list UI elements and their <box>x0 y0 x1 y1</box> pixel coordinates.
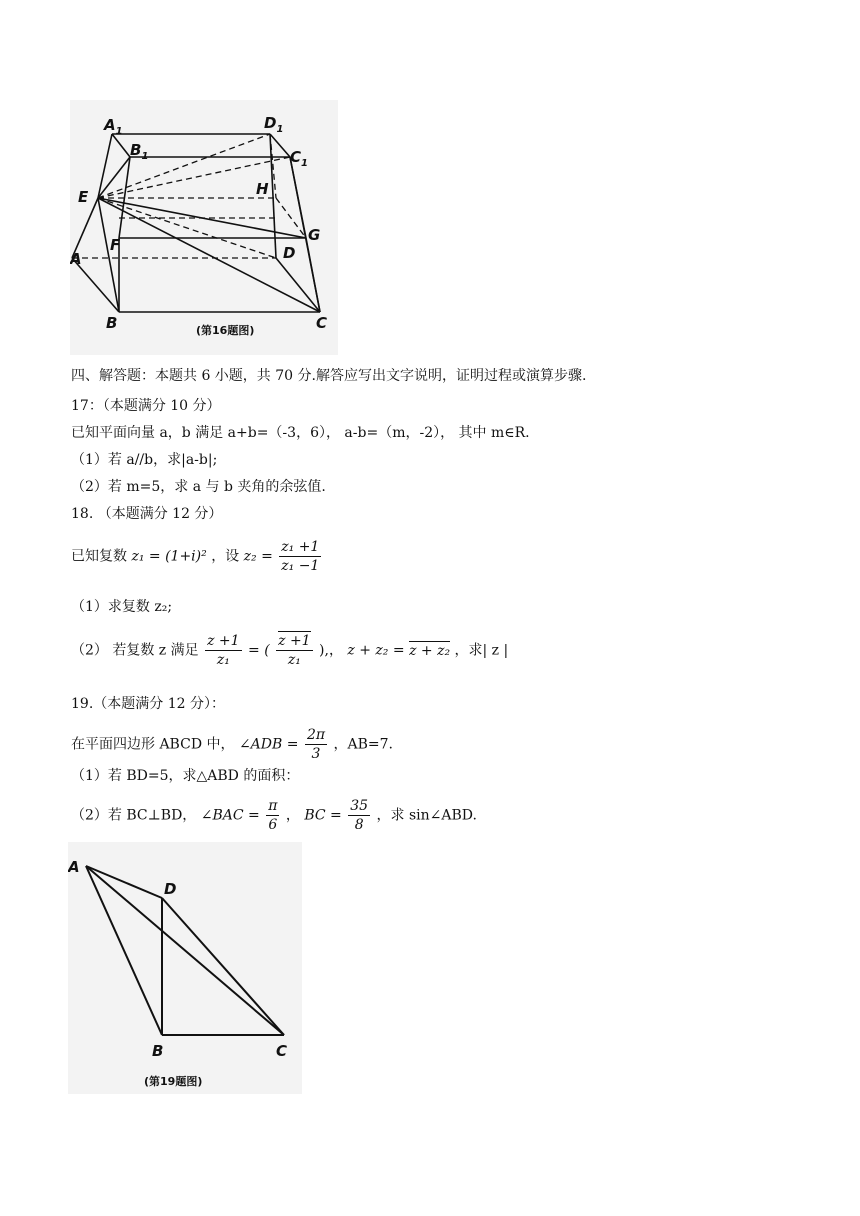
q19-bc-fraction: $\frac{35}{8}$ <box>350 798 369 833</box>
fig19-caption: (第19题图) <box>144 1075 203 1088</box>
q19-stem: 在平面四边形 ABCD 中， ∠ADB = $\frac{2\pi}{3}$ ，AB=7. <box>71 727 394 762</box>
q18-title: 18. （本题满分 12 分） <box>71 506 223 522</box>
figure-16-drawing <box>70 100 338 355</box>
q18-part2: （2） 若复数 z 满足 $\frac{z +1}{\text{z₁}}$ = ( $\frac{z +1}{\text{z₁}}$ ),， z + z₂ = z + z₂ ，求| z | <box>71 633 509 668</box>
fig16-label-E: E <box>78 188 89 206</box>
fig16-label-F: F <box>110 236 121 254</box>
fig16-label-C: C <box>316 314 328 332</box>
q18-p2-conjugate-fraction: $\frac{z +1}{\text{z₁}}$ <box>278 633 311 668</box>
fig16-label-A: A <box>70 250 82 268</box>
q19-part1: （1）若 BD=5，求△ABD 的面积： <box>71 768 300 784</box>
fig16-label-H: H <box>256 180 269 198</box>
fig16-label-A1: A <box>104 116 116 134</box>
svg-text:D1: $D_1$ <box>264 114 284 135</box>
fig19-label-A: A <box>68 858 80 876</box>
q17-stem: 已知平面向量 a，b 满足 a+b=（-3，6）， a-b=（m，-2）， 其中 m∈R. <box>71 425 530 441</box>
q18-part1: （1）求复数 z₂; <box>71 599 173 615</box>
fig19-label-C: C <box>276 1042 288 1060</box>
svg-text:C1: $C_1$ <box>290 148 308 169</box>
q18-stem: 已知复数 z₁ = (1+i)² ，设 z₂ = $\frac{\text{z₁ +1}}{\text{z₁ −1}}$ <box>71 539 320 574</box>
svg-text:B1: $B_1$ <box>130 141 149 162</box>
q19-part2: （2）若 BC⊥BD， ∠BAC = $\frac{\pi}{6}$ ， BC = $\frac{35}{8}$ ，求 sin∠ABD. <box>71 798 477 833</box>
fig19-label-B: B <box>152 1042 164 1060</box>
q19-title: 19.（本题满分 12 分）： <box>71 696 225 712</box>
fig16-label-D1: D <box>264 114 277 132</box>
q17-part1: （1）若 a//b，求|a-b|; <box>71 452 218 468</box>
section-header: 四、解答题：本题共 6 小题，共 70 分.解答应写出文字说明，证明过程或演算步骤. <box>71 368 587 384</box>
fig16-label-D: D <box>283 244 296 262</box>
fig16-label-B: B <box>106 314 118 332</box>
q18-z2-fraction: $\frac{\text{z₁ +1}}{\text{z₁ −1}}$ <box>281 539 320 574</box>
fig16-label-C1: C <box>290 148 302 166</box>
q18-z1-definition: z₁ = (1+i)² <box>131 548 207 565</box>
figure-19-drawing <box>68 842 302 1094</box>
q19-angle-fraction: $\frac{2\pi}{3}$ <box>306 727 326 762</box>
fig19-label-D: D <box>164 880 177 898</box>
svg-text:A1: $A_1$ <box>104 116 123 137</box>
figure-16 <box>70 100 338 355</box>
fig16-caption: (第16题图) <box>196 324 255 337</box>
q17-part2: （2）若 m=5，求 a 与 b 夹角的余弦值. <box>71 479 326 495</box>
q17-title: 17：（本题满分 10 分） <box>71 398 221 414</box>
fig16-label-G: G <box>308 226 321 244</box>
figure-19 <box>68 842 302 1094</box>
fig16-label-B1: B <box>130 141 142 159</box>
q19-bac-fraction: $\frac{\pi}{6}$ <box>268 798 278 833</box>
q18-p2-fraction: $\frac{z +1}{\text{z₁}}$ <box>207 633 240 668</box>
